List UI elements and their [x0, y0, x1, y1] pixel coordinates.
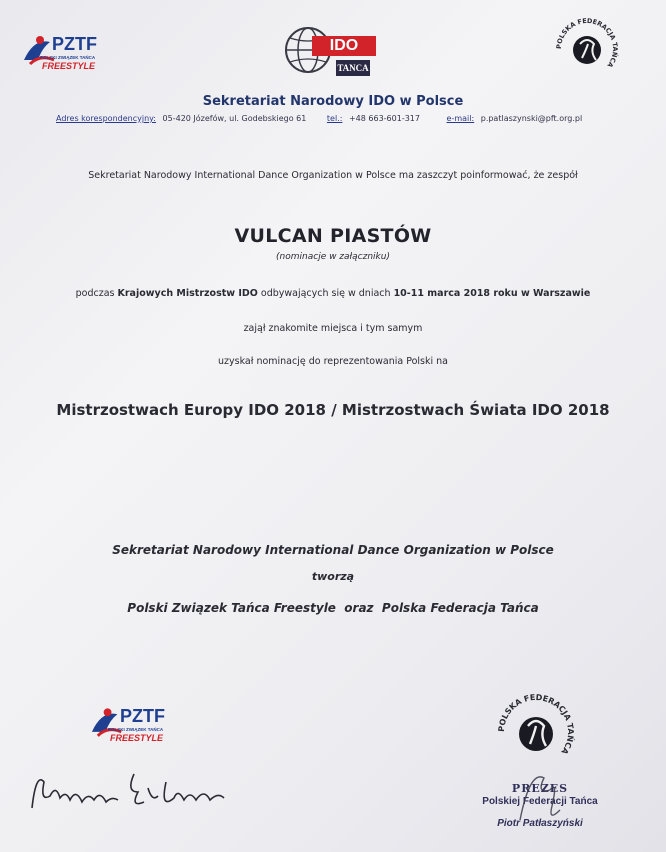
pztf-title: PZTF [120, 706, 165, 726]
pztf-tagline: FREESTYLE [110, 733, 164, 743]
pztf-logo-bottom [88, 702, 178, 750]
pft-ring-text: POLSKA FEDERACJA TAŃCA [554, 16, 620, 69]
handwritten-signature-icon [500, 760, 580, 830]
pft-seal-top [552, 14, 622, 84]
ido-logo [282, 20, 378, 82]
intro-text: Sekretariat Narodowy International Dance Organization w Polsce ma zaszczyt poinformować, że zespół [88, 170, 578, 181]
line1-event: Krajowych Mistrzostw IDO [117, 288, 258, 299]
page-title: Sekretariat Narodowy IDO w Polsce [202, 94, 464, 109]
president-name: Piotr Patłaszyński [497, 818, 583, 829]
phone-label: tel.: [326, 114, 343, 123]
competition-line [0, 288, 666, 299]
nomination-line: uzyskał nominację do reprezentowania Polski na [217, 356, 448, 367]
handwritten-signature-icon [26, 762, 231, 820]
dancer-seal-icon [552, 14, 622, 84]
contact-line [56, 114, 616, 123]
line1-date: 10-11 marca 2018 roku w Warszawie [393, 288, 591, 299]
pztf-subtitle: POLSKI ZWIĄZEK TAŃCA [40, 55, 96, 60]
president-organization: Polskiej Federacji Tańca [482, 796, 598, 807]
footer-members: Polski Związek Tańca Freestyle oraz Polska Federacja Tańca [127, 601, 539, 615]
footer-organization: Sekretariat Narodowy International Dance Organization w Polsce [112, 543, 554, 557]
phone-value: +48 663-601-317 [348, 114, 420, 123]
email-label: e-mail: [446, 114, 475, 123]
footer-connector: tworzą [311, 570, 355, 583]
ido-subtitle: TANCA [337, 63, 369, 73]
pztf-tagline: FREESTYLE [42, 61, 96, 71]
ido-title: IDO [329, 37, 359, 54]
team-note: (nominacje w załączniku) [276, 252, 390, 262]
pft-ring-text: POLSKA FEDERACJA TAŃCA [496, 692, 576, 756]
line1-part-a: podczas [75, 288, 118, 299]
address-value: 05-420 Józefów, ul. Godebskiego 61 [162, 114, 307, 123]
pztf-logo-top [20, 30, 112, 78]
line1-part-c: odbywających się w dniach [257, 288, 394, 299]
president-title: PREZES [511, 782, 569, 795]
signature-left [26, 762, 231, 820]
signature-right [500, 760, 580, 830]
address-label: Adres korespondencyjny: [56, 114, 156, 123]
team-name: VULCAN PIASTÓW [234, 225, 432, 247]
pztf-subtitle: POLSKI ZWIĄZEK TAŃCA [108, 727, 164, 732]
pztf-title: PZTF [52, 34, 97, 54]
result-line: zajął znakomite miejsca i tym samym [243, 323, 423, 334]
email-value: p.patlaszynski@pft.org.pl [480, 114, 583, 123]
championships-title: Mistrzostwach Europy IDO 2018 / Mistrzostwach Świata IDO 2018 [56, 401, 610, 419]
